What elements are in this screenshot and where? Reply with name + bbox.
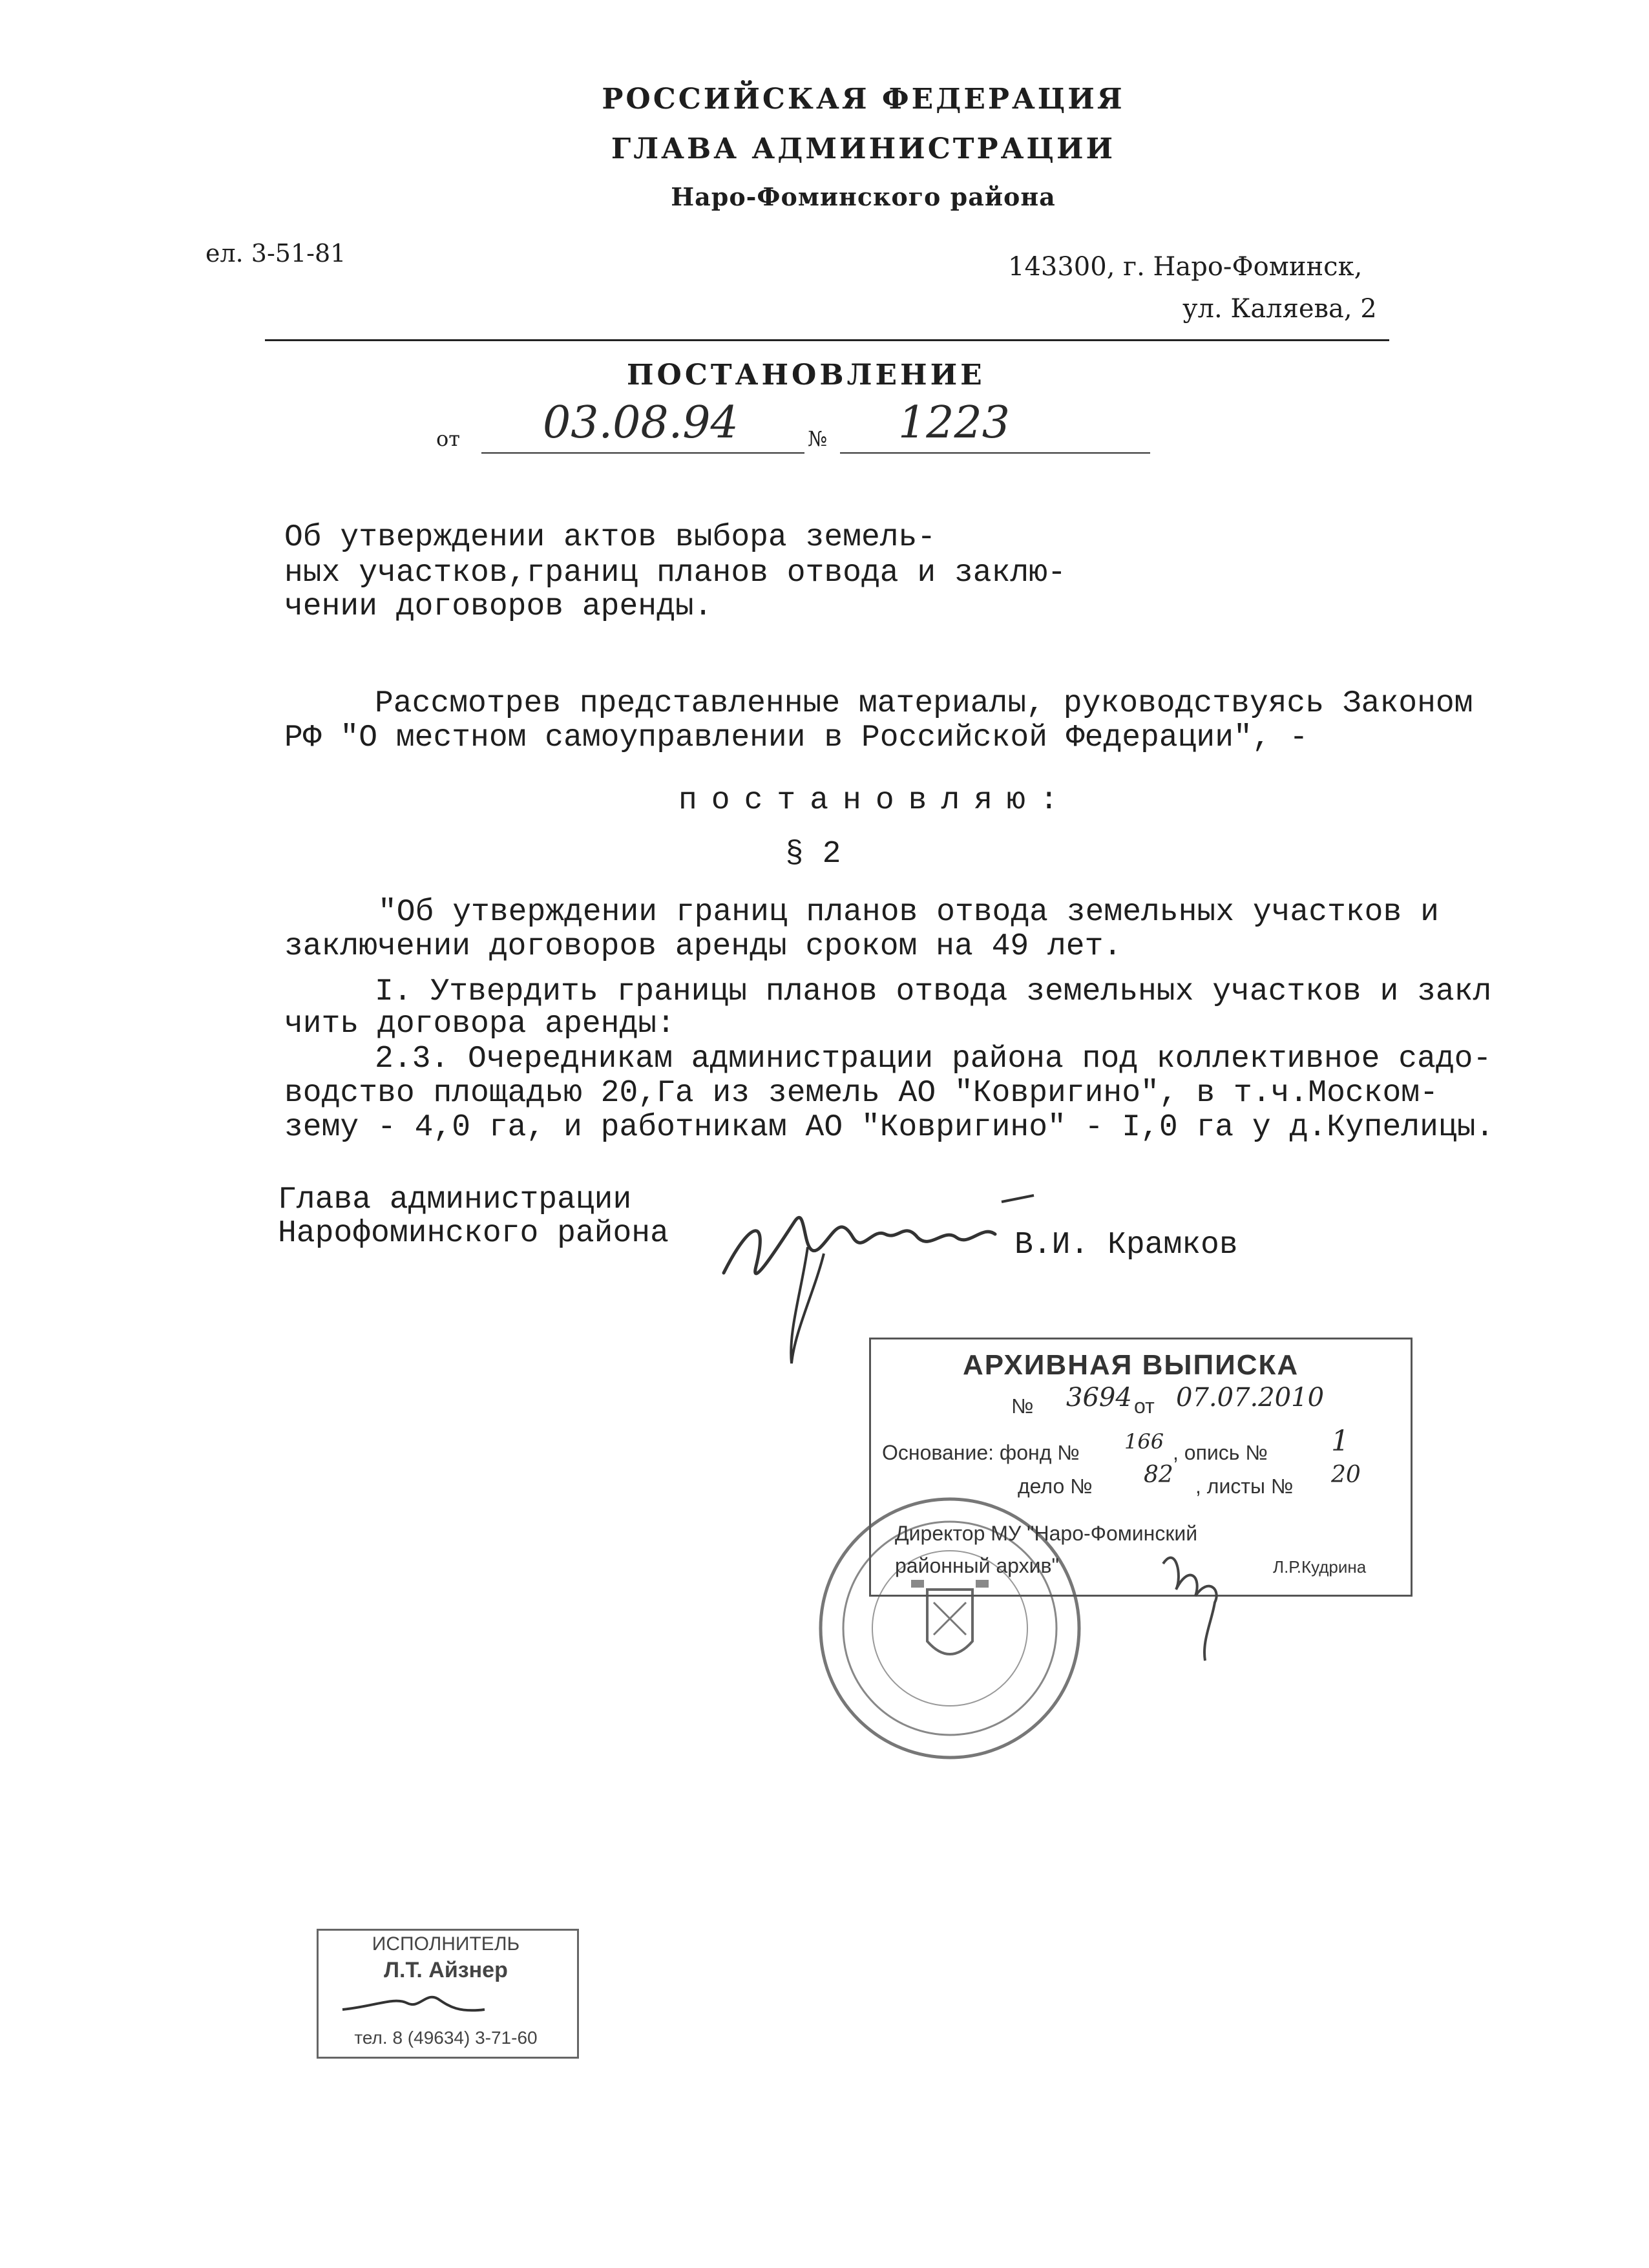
archive-listy-label: , листы № xyxy=(1195,1475,1294,1498)
section-title-line: заключении договоров аренды сроком на 49 лет. xyxy=(284,929,1122,964)
archive-fond-value: 166 xyxy=(1124,1429,1164,1454)
executor-signature xyxy=(336,1984,530,2022)
archive-date-value: 07.07.2010 xyxy=(1176,1383,1325,1412)
archive-date-label: от xyxy=(1134,1394,1155,1418)
archive-opis-value: 1 xyxy=(1331,1425,1349,1458)
document-date: 03.08.94 xyxy=(543,397,739,448)
signatory-title: Глава администрации xyxy=(278,1182,632,1217)
archive-director-name: Л.Р.Кудрина xyxy=(1273,1557,1367,1577)
executor-title: ИСПОЛНИТЕЛЬ xyxy=(372,1933,520,1955)
header-address-line2: ул. Каляева, 2 xyxy=(1182,294,1377,324)
header-authority: ГЛАВА АДМИНИСТРАЦИИ xyxy=(611,132,1116,165)
archive-director-signature xyxy=(1157,1538,1234,1667)
section-number: § 2 xyxy=(785,837,841,872)
date-underline xyxy=(481,452,804,454)
archive-stamp-title: АРХИВНАЯ ВЫПИСКА xyxy=(963,1349,1299,1381)
archive-listy-value: 20 xyxy=(1331,1462,1361,1488)
archive-number-label: № xyxy=(1011,1394,1034,1418)
archive-director-title: районный архив" xyxy=(895,1554,1059,1577)
item-line: водство площадью 20,Га из земель АО "Ковригино", в т.ч.Моском- xyxy=(284,1076,1438,1111)
number-underline xyxy=(840,452,1150,454)
archive-delo-value: 82 xyxy=(1144,1462,1173,1488)
archive-number-value: 3694 xyxy=(1066,1383,1132,1412)
executor-name: Л.Т. Айзнер xyxy=(384,1958,508,1982)
date-prefix: от xyxy=(436,426,460,451)
subject-line: ных участков,границ планов отвода и заклю- xyxy=(284,556,1066,591)
number-prefix: № xyxy=(808,426,828,451)
item-line: 2.3. Очередникам администрации района под коллективное садо- xyxy=(375,1042,1492,1076)
signatory-name: В.И. Крамков xyxy=(1014,1228,1238,1263)
document-title: ПОСТАНОВЛЕНИЕ xyxy=(627,359,985,392)
header-address-line1: 143300, г. Наро-Фоминск, xyxy=(1008,252,1363,282)
resolve-word: постановляю: xyxy=(678,783,1073,818)
archive-delo-label: дело № xyxy=(1018,1475,1093,1498)
item-line: I. Утвердить границы планов отвода земельных участков и закл xyxy=(375,974,1492,1009)
section-title-line: "Об утверждении границ планов отвода земельных участков и xyxy=(378,895,1439,930)
header-phone: ел. 3-51-81 xyxy=(205,239,346,268)
archive-basis-label: Основание: фонд № xyxy=(882,1441,1080,1464)
signatory-title: Нарофоминского района xyxy=(278,1216,669,1251)
item-line: зему - 4,0 га, и работникам АО "Ковригино" - I,0 га у д.Купелицы. xyxy=(284,1110,1495,1145)
executor-phone: тел. 8 (49634) 3-71-60 xyxy=(354,2028,538,2048)
item-line: чить договора аренды: xyxy=(284,1007,675,1042)
header-district: Наро-Фоминского района xyxy=(671,182,1056,211)
document-number: 1223 xyxy=(898,397,1011,448)
header-divider xyxy=(265,339,1389,341)
subject-line: чении договоров аренды. xyxy=(284,589,713,624)
preamble-line: РФ "О местном самоуправлении в Российской Федерации", - xyxy=(284,720,1308,755)
header-country: РОССИЙСКАЯ ФЕДЕРАЦИЯ xyxy=(602,83,1125,116)
archive-director-title: Директор МУ "Наро-Фоминский xyxy=(895,1522,1198,1545)
archive-opis-label: , опись № xyxy=(1173,1441,1268,1464)
subject-line: Об утверждении актов выбора земель- xyxy=(284,520,936,555)
preamble-line: Рассмотрев представленные материалы, руководствуясь Законом xyxy=(375,686,1473,721)
